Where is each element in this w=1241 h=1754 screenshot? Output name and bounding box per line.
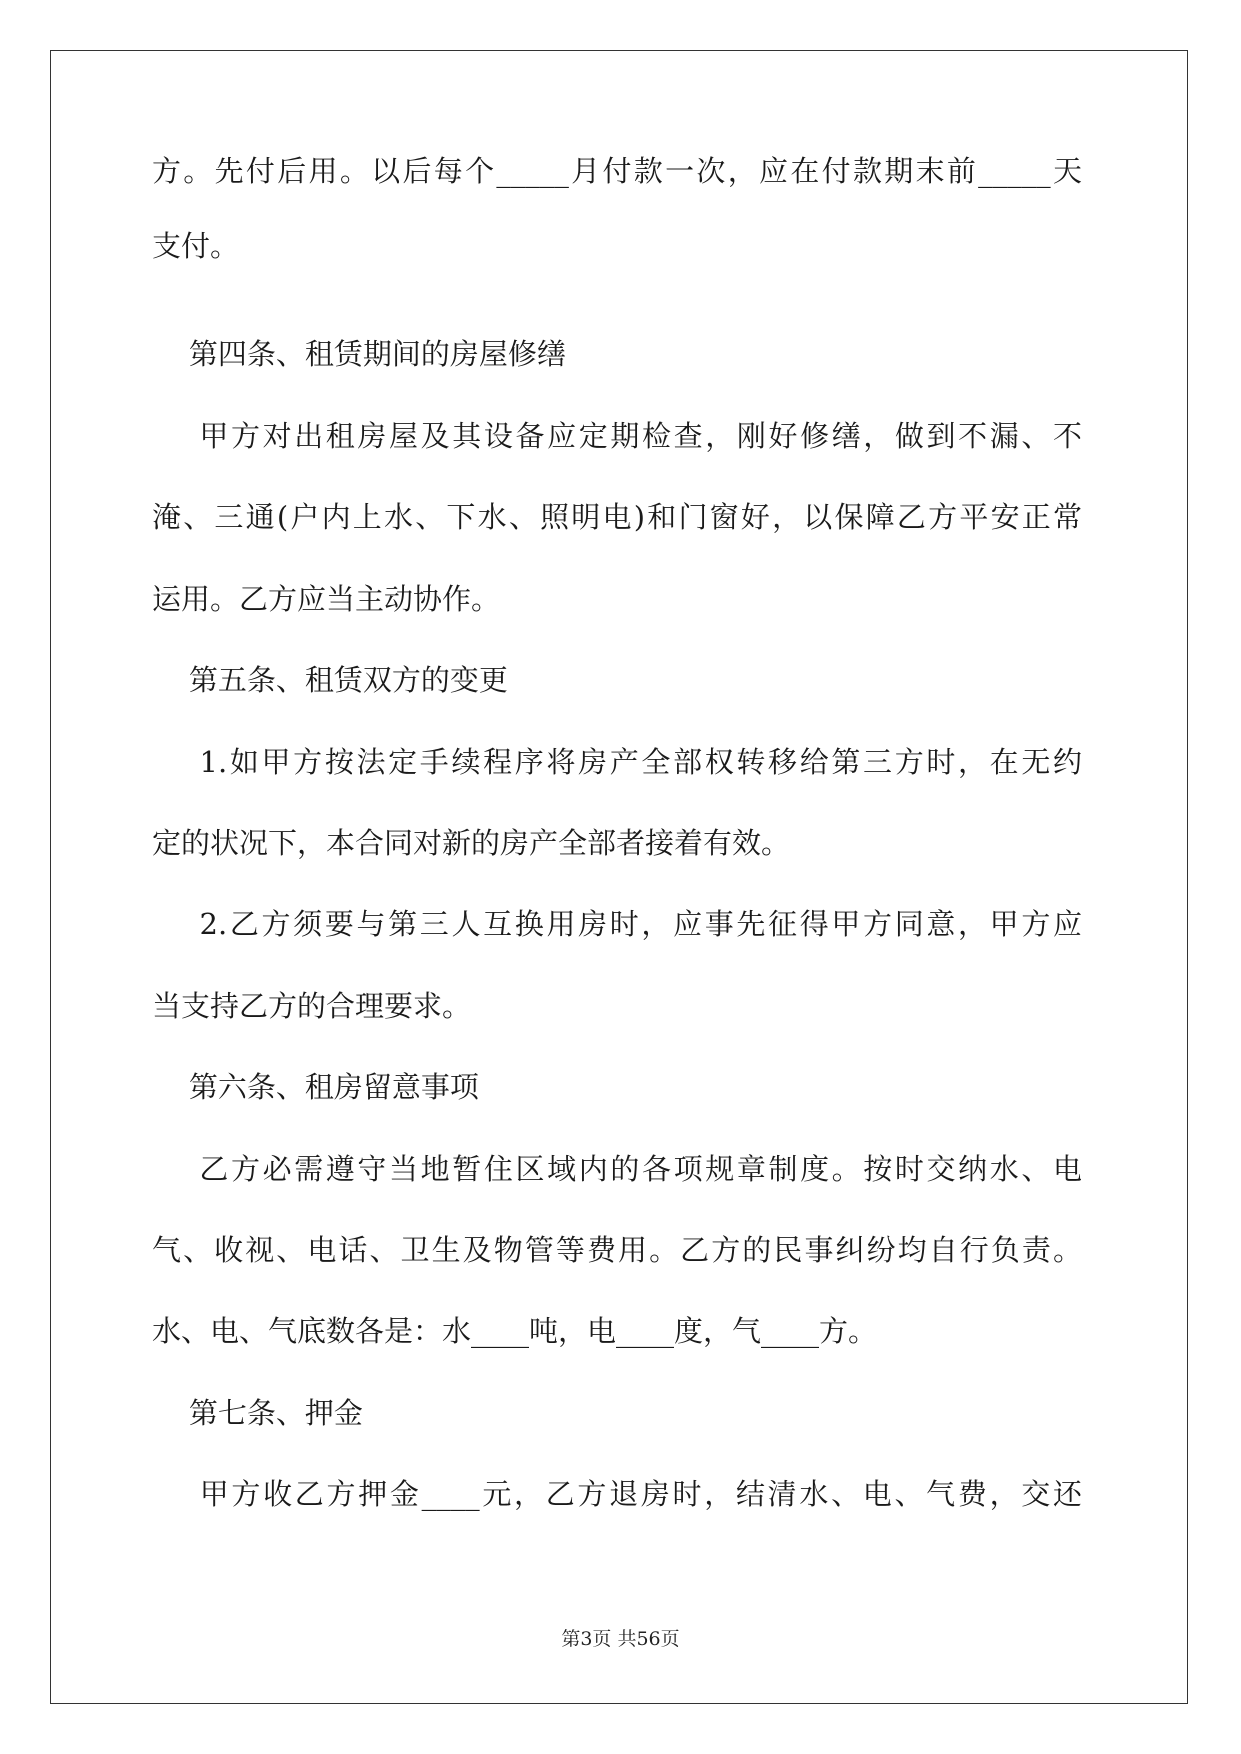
text-line: 运用。乙方应当主动协作。: [152, 582, 501, 616]
page-number-footer: 第3页 共56页: [561, 1628, 680, 1650]
section-heading: 第五条、租赁双方的变更: [152, 663, 508, 697]
text-line: 水、电、气底数各是：水____吨，电____度，气____方。: [152, 1314, 878, 1348]
page-border: [50, 50, 1188, 1704]
text-line: 支付。: [152, 229, 240, 263]
section-heading: 第七条、押金: [152, 1396, 363, 1430]
text-line: 1.如甲方按法定手续程序将房产全部权转移给第三方时，在无约: [152, 745, 1082, 779]
text-line: 方。先付后用。以后每个_____月付款一次，应在付款期末前_____天: [152, 154, 1082, 188]
section-heading: 第六条、租房留意事项: [152, 1070, 479, 1104]
section-heading: 第四条、租赁期间的房屋修缮: [152, 337, 566, 371]
text-line: 淹、三通(户内上水、下水、照明电)和门窗好，以保障乙方平安正常: [152, 500, 1082, 534]
text-line: 当支持乙方的合理要求。: [152, 989, 472, 1023]
text-line: 气、收视、电话、卫生及物管等费用。乙方的民事纠纷均自行负责。: [152, 1233, 1082, 1267]
text-line: 乙方必需遵守当地暂住区域内的各项规章制度。按时交纳水、电: [152, 1152, 1082, 1186]
text-line: 定的状况下，本合同对新的房产全部者接着有效。: [152, 826, 791, 860]
text-line: 甲方收乙方押金____元，乙方退房时，结清水、电、气费，交还: [152, 1477, 1082, 1511]
text-line: 2.乙方须要与第三人互换用房时，应事先征得甲方同意，甲方应: [152, 907, 1082, 941]
text-line: 甲方对出租房屋及其设备应定期检查，刚好修缮，做到不漏、不: [152, 419, 1082, 453]
